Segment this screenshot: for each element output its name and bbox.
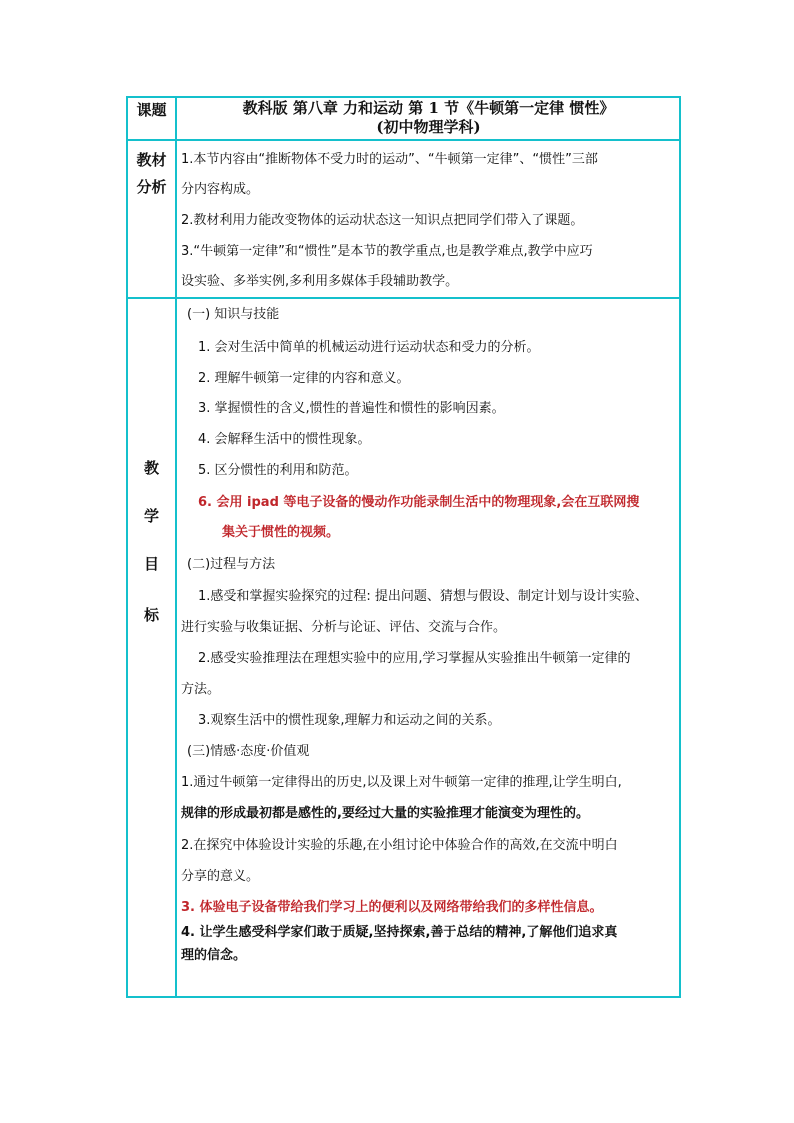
goals-label-2: 学 [143,507,159,525]
column-divider [175,96,177,998]
sec1-item-1: 1. 会对生活中简单的机械运动进行运动状态和受力的分析。 [198,340,540,355]
analysis-p3-line1: 3.“牛顿第一定律”和“惯性”是本节的教学重点,也是教学难点,教学中应巧 [181,244,593,259]
sec2-p3: 3.观察生活中的惯性现象,理解力和运动之间的关系。 [198,713,501,728]
sec1-item-3: 3. 掌握惯性的含义,惯性的普遍性和惯性的影响因素。 [198,401,505,416]
goals-label-1: 教 [143,459,159,477]
analysis-p3-line2: 设实验、多举实例,多利用多媒体手段辅助教学。 [181,274,459,289]
row-divider-2 [126,297,681,299]
lesson-subject: (初中物理学科) [376,118,481,136]
sec3-p3: 3. 体验电子设备带给我们学习上的便利以及网络带给我们的多样性信息。 [181,900,603,915]
sec3-p2-line1: 2.在探究中体验设计实验的乐趣,在小组讨论中体验合作的高效,在交流中明白 [181,838,618,853]
sec3-p1-line2: 规律的形成最初都是感性的,要经过大量的实验推理才能演变为理性的。 [181,806,589,821]
sec1-item-4: 4. 会解释生活中的惯性现象。 [198,432,371,447]
sec1-item-5: 5. 区分惯性的利用和防范。 [198,463,358,478]
analysis-p1-line1: 1.本节内容由“推断物体不受力时的运动”、“牛顿第一定律”、“惯性”三部 [181,152,598,167]
table-border-left [126,96,128,998]
table-border-right [679,96,681,998]
sec2-title: (二)过程与方法 [187,557,276,572]
analysis-label-line1: 教材 [136,151,167,169]
sec1-item-6-line1: 6. 会用 ipad 等电子设备的慢动作功能录制生活中的物理现象,会在互联网搜 [198,495,640,510]
analysis-label [128,147,175,201]
lesson-table [126,96,681,998]
sec1-item-2: 2. 理解牛顿第一定律的内容和意义。 [198,371,410,386]
sec3-p4-line2: 理的信念。 [181,948,247,963]
sec3-p4-line1: 4. 让学生感受科学家们敢于质疑,坚持探索,善于总结的精神,了解他们追求真 [181,925,618,940]
sec2-p1-line1: 1.感受和掌握实验探究的过程: 提出问题、猜想与假设、制定计划与设计实验、 [198,589,648,604]
goals-label-4: 标 [143,606,159,624]
sec1-title: (一) 知识与技能 [187,307,280,322]
analysis-p1-line2: 分内容构成。 [181,182,260,197]
lesson-title [178,99,679,137]
lesson-title-line1: 教科版 第八章 力和运动 第 1 节《牛顿第一定律 惯性》 [242,99,615,117]
sec3-title: (三)情感·态度·价值观 [187,744,310,759]
sec3-p2-line2: 分享的意义。 [181,869,260,884]
analysis-label-line2: 分析 [136,178,167,196]
sec2-p1-line2: 进行实验与收集证据、分析与论证、评估、交流与合作。 [181,620,507,635]
table-border-bottom [126,996,681,998]
sec2-p2-line1: 2.感受实验推理法在理想实验中的应用,学习掌握从实验推出牛顿第一定律的 [198,651,631,666]
sec2-p2-line2: 方法。 [181,682,221,697]
sec3-p1-line1: 1.通过牛顿第一定律得出的历史,以及课上对牛顿第一定律的推理,让学生明白, [181,775,622,790]
row-divider-1 [126,139,681,141]
table-border-top [126,96,681,98]
goals-label-3: 目 [143,555,159,573]
sec1-item-6-line2: 集关于惯性的视频。 [222,525,340,540]
analysis-p2: 2.教材利用力能改变物体的运动状态这一知识点把同学们带入了课题。 [181,213,584,228]
header-label: 课题 [136,100,167,119]
